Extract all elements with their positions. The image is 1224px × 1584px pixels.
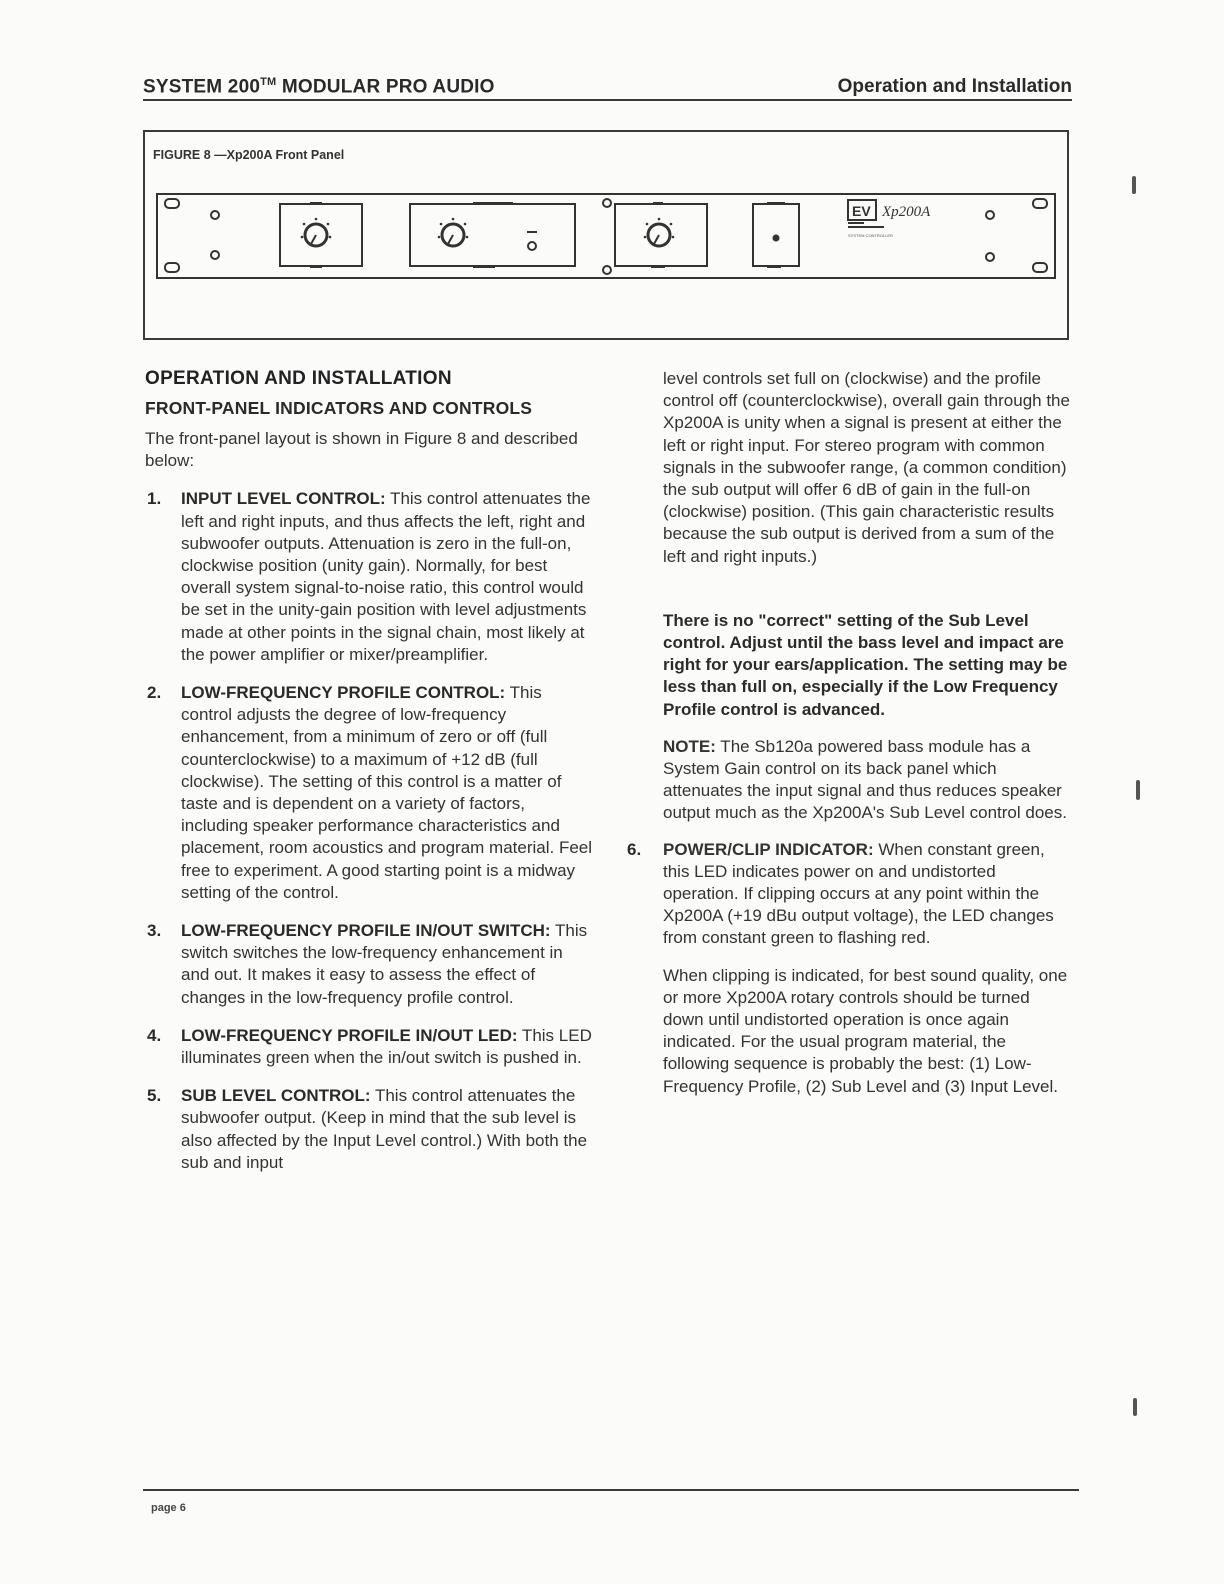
list-item: 3. LOW-FREQUENCY PROFILE IN/OUT SWITCH: This switch switches the low-frequency enhancement in and out. It makes it easy to assess the effect of changes in the low-frequency profile control. xyxy=(147,921,588,1007)
list-item: 4. LOW-FREQUENCY PROFILE IN/OUT LED: This LED illuminates green when the in/out switch is pushed in. xyxy=(147,1025,592,1068)
power-clip-led-icon xyxy=(773,235,780,242)
binder-hole-mark xyxy=(1132,176,1136,194)
screw-icon xyxy=(603,266,611,274)
page-number: page 6 xyxy=(151,1502,186,1514)
right-column xyxy=(627,368,1075,1098)
rack-slot-icon xyxy=(1033,263,1047,272)
list-item: 2. LOW-FREQUENCY PROFILE CONTROL: This control adjusts the degree of low-frequency enhancement, from a minimum of zero or off (full counterclockwise) to a maximum of +12 dB (full clockwise). The setting of this control is a matter of taste and is dependent on a variety of factors, including speaker performance characteristics and placement, room acoustics and program material. Feel free to experiment. A good starting point is a midway setting of the control. xyxy=(147,683,593,902)
header-section-title: Operation and Installation xyxy=(837,76,1072,97)
rack-slot-icon xyxy=(165,263,179,272)
ev-logo-text: EV xyxy=(852,203,871,219)
screw-icon xyxy=(211,211,219,219)
rack-slot-icon xyxy=(1033,199,1047,208)
panel-model-text: Xp200A xyxy=(882,204,931,220)
intro-paragraph: The front-panel layout is shown in Figure 8 and described below: xyxy=(145,429,578,471)
sub-level-section xyxy=(615,204,707,266)
figure-caption: FIGURE 8 —Xp200A Front Panel xyxy=(153,148,345,162)
section-title: OPERATION AND INSTALLATION xyxy=(145,368,452,389)
binder-hole-mark xyxy=(1136,780,1140,800)
note-paragraph: NOTE: The Sb120a powered bass module has a System Gain control on its back panel which attenuates the input signal and thus reduces speaker output much as the Xp200A's Sub Level control does. xyxy=(663,736,1067,823)
section-subtitle: FRONT-PANEL INDICATORS AND CONTROLS xyxy=(145,398,533,418)
left-column xyxy=(145,368,595,1190)
panel-brand-subtext: SYSTEM CONTROLLER xyxy=(848,233,893,238)
input-level-section xyxy=(280,204,362,266)
front-panel-diagram xyxy=(155,190,1061,285)
screw-icon xyxy=(986,253,994,261)
continuation-paragraph: level controls set full on (clockwise) and the profile control off (counterclockwise), overall gain through the Xp200A is unity when a signal is present at either the left or right input. For stereo program with common signals in the subwoofer range, (a common condition) the sub output will offer 6 dB of gain in the full-on (clockwise) position. (This gain characteristic results because the sub output is derived from a sum of the left and right inputs.) xyxy=(663,369,1070,566)
figure-box xyxy=(143,130,1069,340)
screw-icon xyxy=(986,211,994,219)
screw-icon xyxy=(211,251,219,259)
list-item: 5. SUB LEVEL CONTROL: This control attenuates the subwoofer output. (Keep in mind that the sub level is also affected by the Input Level control.) With both the sub and input xyxy=(147,1086,588,1172)
binder-hole-mark xyxy=(1133,1398,1137,1416)
lf-in-out-led-icon xyxy=(528,242,536,250)
header-title: SYSTEM 200™ MODULAR PRO AUDIO xyxy=(143,76,495,98)
list-item: 1. INPUT LEVEL CONTROL: This control attenuates the left and right inputs, and thus affects the left, right and subwoofer outputs. Attenuation is zero in the full-on, clockwise position (unity gain). Normally, for best overall system signal-to-noise ratio, this control would be set in the unity-gain position with level adjustments made at other points in the signal chain, most likely at the power amplifier or mixer/preamplifier. xyxy=(147,489,591,664)
footer-rule xyxy=(143,1489,1079,1491)
lf-profile-section xyxy=(410,204,575,266)
header-rule xyxy=(143,99,1072,101)
rack-slot-icon xyxy=(165,199,179,208)
emphasis-paragraph: There is no "correct" setting of the Sub Level control. Adjust until the bass level and impact are right for your ears/application. The setting may be less than full on, especially if the Low Frequency Profile control is advanced. xyxy=(663,610,1068,719)
list-item: 6. POWER/CLIP INDICATOR: When constant green, this LED indicates power on and undistorted operation. If clipping occurs at any point within the Xp200A (+19 dBu output voltage), the LED changes from constant green to flashing red. xyxy=(627,839,1054,948)
clipping-paragraph: When clipping is indicated, for best sound quality, one or more Xp200A rotary controls should be turned down until undistorted operation is once again indicated. For the usual program material, the following sequence is probably the best: (1) Low-Frequency Profile, (2) Sub Level and (3) Input Level. xyxy=(663,965,1068,1096)
screw-icon xyxy=(603,199,611,207)
